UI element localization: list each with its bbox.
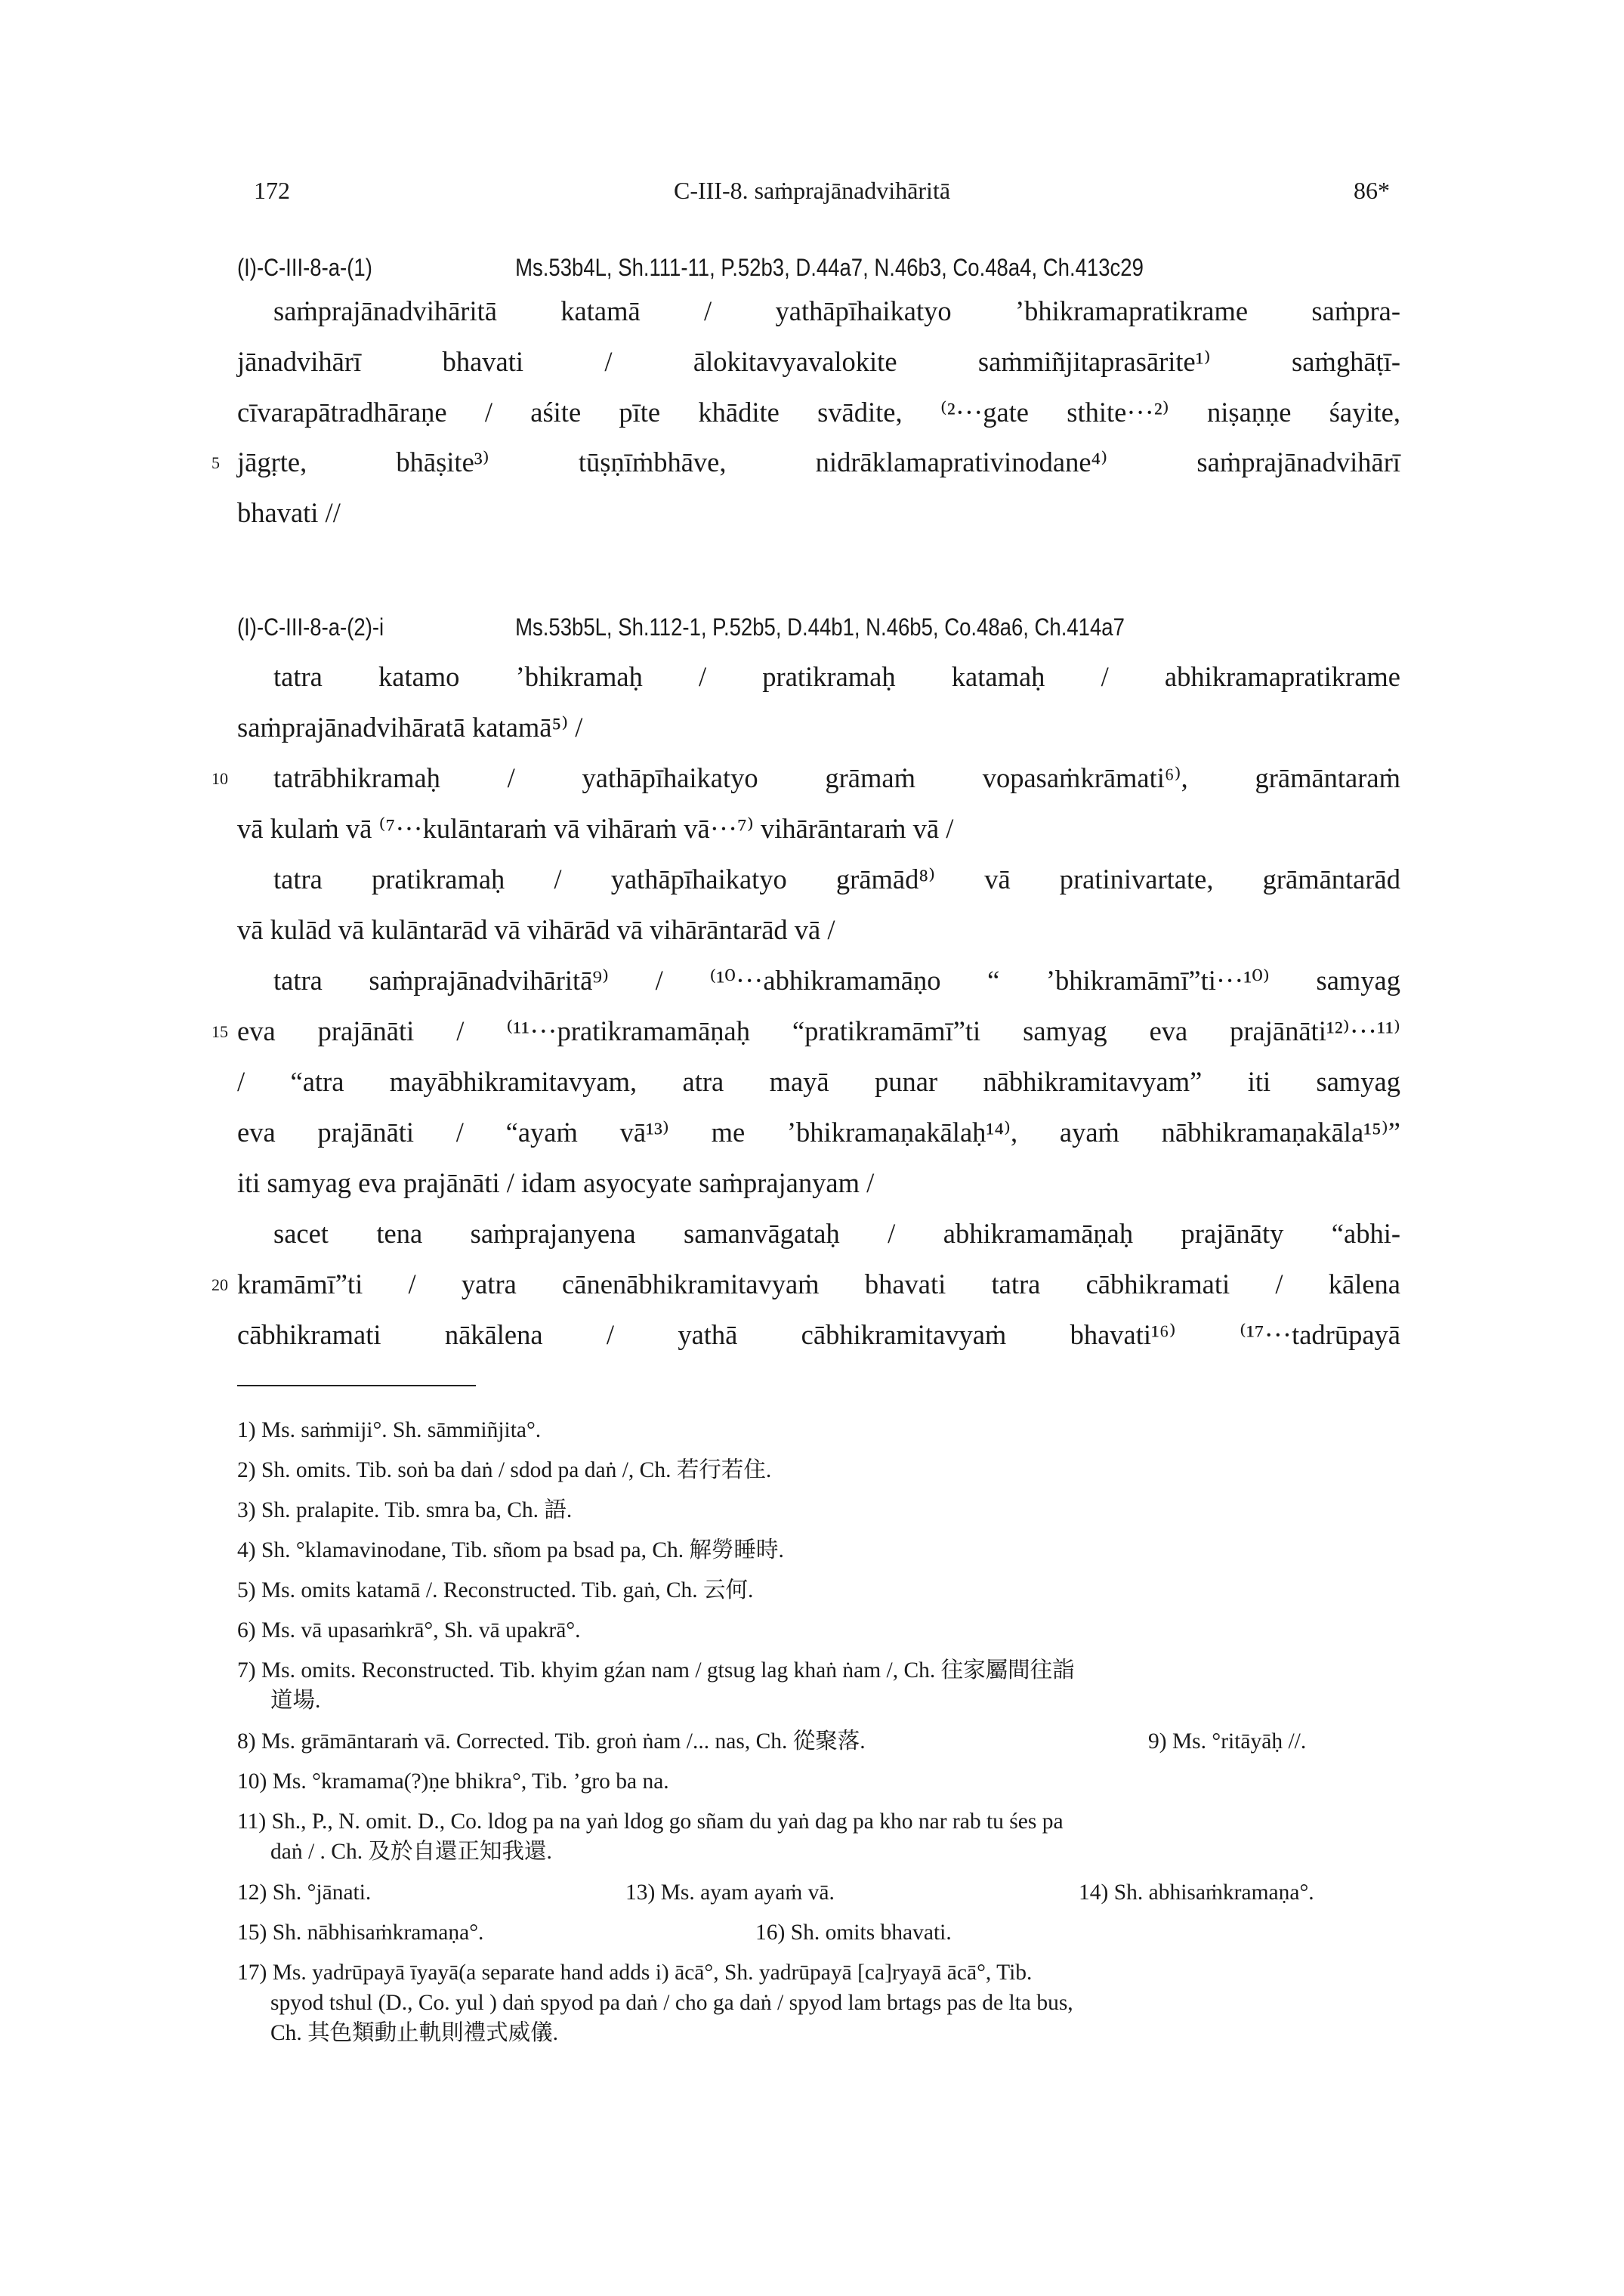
footnote-continuation: 道場. (270, 1689, 321, 1713)
page-number: 172 (254, 177, 290, 204)
line-number: 5 (211, 453, 220, 472)
footnote-text: 8) Ms. grāmāntaraṁ vā. Corrected. Tib. groṅ ṅam /... nas, Ch. 從聚落. (237, 1729, 866, 1754)
footnote: 11) Sh., P., N. omit. D., Co. ldog pa na yaṅ ldog go sñam du yaṅ dag pa kho nar rab tu śes pa (237, 1809, 1064, 1834)
footnote-text: 13) Ms. ayam ayaṁ vā. (625, 1880, 835, 1905)
footnote-text: 16) Sh. omits bhavati. (755, 1921, 952, 1945)
footnote: 7) Ms. omits. Reconstructed. Tib. khyim gźan nam / gtsug lag khaṅ ṅam /, Ch. 往家屬間往詣 (237, 1658, 1075, 1683)
text-line: bhavati // (237, 497, 341, 528)
footnote-text: 9) Ms. °ritāyāḥ //. (1148, 1729, 1307, 1754)
footnote: 17) Ms. yadrūpayā īyayā(a separate hand adds i) ācā°, Sh. yadrūpayā [ca]ryayā ācā°, Tib. (237, 1961, 1033, 1985)
text-line: iti samyag eva prajānāti / idam asyocyate saṁprajanyam / (237, 1167, 875, 1198)
text-line: saṁprajānadvihāratā katamā⁵⁾ / (237, 712, 583, 743)
footnote-text: 12) Sh. °jānati. (237, 1880, 372, 1905)
section-reference (237, 613, 1125, 641)
folio-number: 86* (1354, 177, 1390, 204)
footnote: 6) Ms. vā upasaṁkrā°, Sh. vā upakrā°. (237, 1618, 581, 1642)
text-line: jāgṛte, bhāṣite³⁾ tūṣṇīṁbhāve, nidrāklamaprativinodane⁴⁾ saṁprajānadvihārī (237, 447, 1400, 477)
footnote: 1) Ms. saṁmiji°. Sh. sāmmiñjita°. (237, 1418, 542, 1442)
footnote: 4) Sh. °klamavinodane, Tib. sñom pa bsad pa, Ch. 解勞睡時. (237, 1538, 784, 1562)
footnote-continuation: Ch. 其色類動止軌則禮式威儀. (270, 2021, 559, 2045)
footnote: 10) Ms. °kramama(?)ṇe bhikra°, Tib. ’gro ba na. (237, 1769, 669, 1794)
footnote (237, 1918, 1400, 1947)
section-id: (I)-C-III-8-a-(2)-i (237, 613, 384, 641)
footnote-continuation: daṅ / . Ch. 及於自還正知我還. (270, 1840, 552, 1864)
footnote-text: 14) Sh. abhisaṁkramaṇa°. (1079, 1880, 1314, 1905)
text-line: tatrābhikramaḥ / yathāpīhaikatyo grāmaṁ vopasaṁkrāmati⁶⁾, grāmāntaraṁ (273, 762, 1400, 793)
text-line: eva prajānāti / “ayaṁ vā¹³⁾ me ’bhikramaṇakālaḥ¹⁴⁾, ayaṁ nābhikramaṇakāla¹⁵⁾” (237, 1117, 1400, 1148)
running-title: C-III-8. saṁprajānadvihāritā (673, 177, 951, 204)
section-sources: Ms.53b5L, Sh.112-1, P.52b5, D.44b1, N.46b5, Co.48a6, Ch.414a7 (515, 613, 1125, 641)
line-number: 15 (211, 1022, 228, 1041)
text-line: tatra katamo ’bhikramaḥ / pratikramaḥ katamaḥ / abhikramapratikrame (273, 661, 1400, 692)
footnote (237, 1727, 1400, 1756)
footnote-continuation: spyod tshul (D., Co. yul ) daṅ spyod pa daṅ / cho ga daṅ / spyod lam brtags pas de lta bus, (270, 1991, 1073, 2015)
text-line: saṁprajānadvihāritā katamā / yathāpīhaikatyo ’bhikramapratikrame saṁpra- (273, 295, 1400, 326)
text-line: vā kulād vā kulāntarād vā vihārād vā vihārāntarād vā / (237, 914, 835, 945)
footnote: 5) Ms. omits katamā /. Reconstructed. Tib. gaṅ, Ch. 云何. (237, 1578, 754, 1602)
footnote-rule (237, 1385, 476, 1386)
footnote: 2) Sh. omits. Tib. soṅ ba daṅ / sdod pa daṅ /, Ch. 若行若住. (237, 1458, 772, 1482)
text-line: kramāmī”ti / yatra cānenābhikramitavyaṁ bhavati tatra cābhikramati / kālena (237, 1269, 1400, 1299)
text-line: sacet tena saṁprajanyena samanvāgataḥ / abhikramamāṇaḥ prajānāty “abhi- (273, 1218, 1400, 1249)
text-line: eva prajānāti / ⁽¹¹···pratikramamāṇaḥ “pratikramāmī”ti samyag eva prajānāti¹²⁾···¹¹⁾ (237, 1015, 1400, 1046)
text-line: cābhikramati nākālena / yathā cābhikramitavyaṁ bhavati¹⁶⁾ ⁽¹⁷···tadrūpayā (237, 1319, 1400, 1350)
section-id: (I)-C-III-8-a-(1) (237, 254, 372, 281)
section-sources: Ms.53b4L, Sh.111-11, P.52b3, D.44a7, N.46b3, Co.48a4, Ch.413c29 (515, 254, 1144, 281)
line-number: 10 (211, 769, 228, 788)
text-line: tatra pratikramaḥ / yathāpīhaikatyo grāmād⁸⁾ vā pratinivartate, grāmāntarād (273, 864, 1400, 895)
footnote (237, 1878, 1400, 1907)
footnote: 3) Sh. pralapite. Tib. smra ba, Ch. 語. (237, 1498, 573, 1522)
text-line: tatra saṁprajānadvihāritā⁹⁾ / ⁽¹⁰···abhikramamāṇo “ ’bhikramāmī”ti···¹⁰⁾ samyag (273, 965, 1400, 996)
text-line: cīvarapātradhāraṇe / aśite pīte khādite svādite, ⁽²···gate sthite···²⁾ niṣaṇṇe śayite, (237, 397, 1400, 428)
text-line: vā kulaṁ vā ⁽⁷···kulāntaraṁ vā vihāraṁ vā···⁷⁾ vihārāntaraṁ vā / (237, 813, 954, 844)
section-reference (237, 254, 1144, 282)
line-number: 20 (211, 1275, 228, 1294)
footnote-text: 15) Sh. nābhisaṁkramaṇa°. (237, 1921, 484, 1945)
text-line: / “atra mayābhikramitavyam, atra mayā punar nābhikramitavyam” iti samyag (237, 1066, 1400, 1097)
text-line: jānadvihārī bhavati / ālokitavyavalokite saṁmiñjitaprasārite¹⁾ saṁghāṭī- (237, 346, 1400, 377)
